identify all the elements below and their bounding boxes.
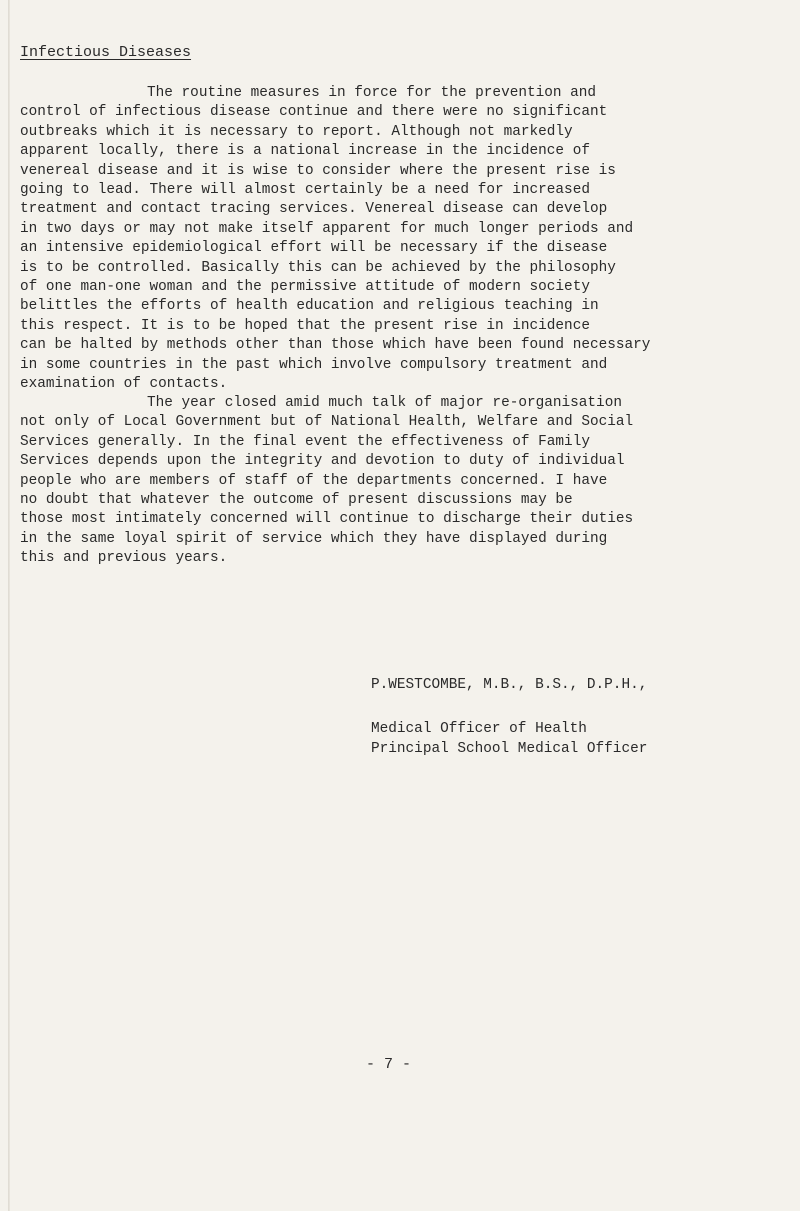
paragraph-line: venereal disease and it is wise to consider where the present rise is <box>20 162 616 179</box>
signatory-name: P.WESTCOMBE, M.B., B.S., D.P.H., <box>371 677 648 693</box>
signatory-title: Principal School Medical Officer <box>371 740 648 757</box>
paragraph-line: treatment and contact tracing services. Venereal disease can develop <box>20 201 608 218</box>
paragraph-line: people who are members of staff of the departments concerned. I have <box>20 472 608 489</box>
paragraph-line: examination of contacts. <box>20 376 228 393</box>
paragraph-2 <box>20 394 700 569</box>
page-number: - 7 - <box>366 1056 412 1073</box>
paragraph-line: Services depends upon the integrity and devotion to duty of individual <box>20 453 625 470</box>
paragraph-1 <box>20 84 700 395</box>
signature-block <box>371 676 647 759</box>
paragraph-line: those most intimately concerned will continue to discharge their duties <box>20 511 634 528</box>
paragraph-line: The routine measures in force for the prevention and <box>147 85 597 101</box>
paragraph-line: in some countries in the past which involve compulsory treatment and <box>20 356 608 373</box>
paragraph-line: this and previous years. <box>20 550 228 567</box>
signatory-title: Medical Officer of Health <box>371 721 587 738</box>
paragraph-line: going to lead. There will almost certainly be a need for increased <box>20 182 590 199</box>
paragraph-line: no doubt that whatever the outcome of present discussions may be <box>20 492 573 509</box>
paragraph-line: is to be controlled. Basically this can be achieved by the philosophy <box>20 259 616 276</box>
paragraph-line: in two days or may not make itself apparent for much longer periods and <box>20 220 634 237</box>
paragraph-line: can be halted by methods other than those which have been found necessary <box>20 337 651 354</box>
paragraph-line: belittles the efforts of health education and religious teaching in <box>20 298 599 315</box>
paragraph-line: The year closed amid much talk of major re-organisation <box>147 395 622 411</box>
section-heading: Infectious Diseases <box>20 44 192 61</box>
paragraph-line: control of infectious disease continue and there were no significant <box>20 104 608 121</box>
paragraph-line: this respect. It is to be hoped that the present rise in incidence <box>20 317 590 334</box>
page-edge <box>8 0 10 1211</box>
paragraph-line: apparent locally, there is a national increase in the incidence of <box>20 143 590 160</box>
signatory-titles <box>371 720 647 759</box>
paragraph-line: outbreaks which it is necessary to report. Although not markedly <box>20 123 573 140</box>
paragraph-line: of one man-one woman and the permissive attitude of modern society <box>20 279 590 296</box>
paragraph-line: an intensive epidemiological effort will be necessary if the disease <box>20 240 608 257</box>
paragraph-line: in the same loyal spirit of service which they have displayed during <box>20 530 608 547</box>
paragraph-line: Services generally. In the final event the effectiveness of Family <box>20 433 590 450</box>
paragraph-line: not only of Local Government but of National Health, Welfare and Social <box>20 414 634 431</box>
